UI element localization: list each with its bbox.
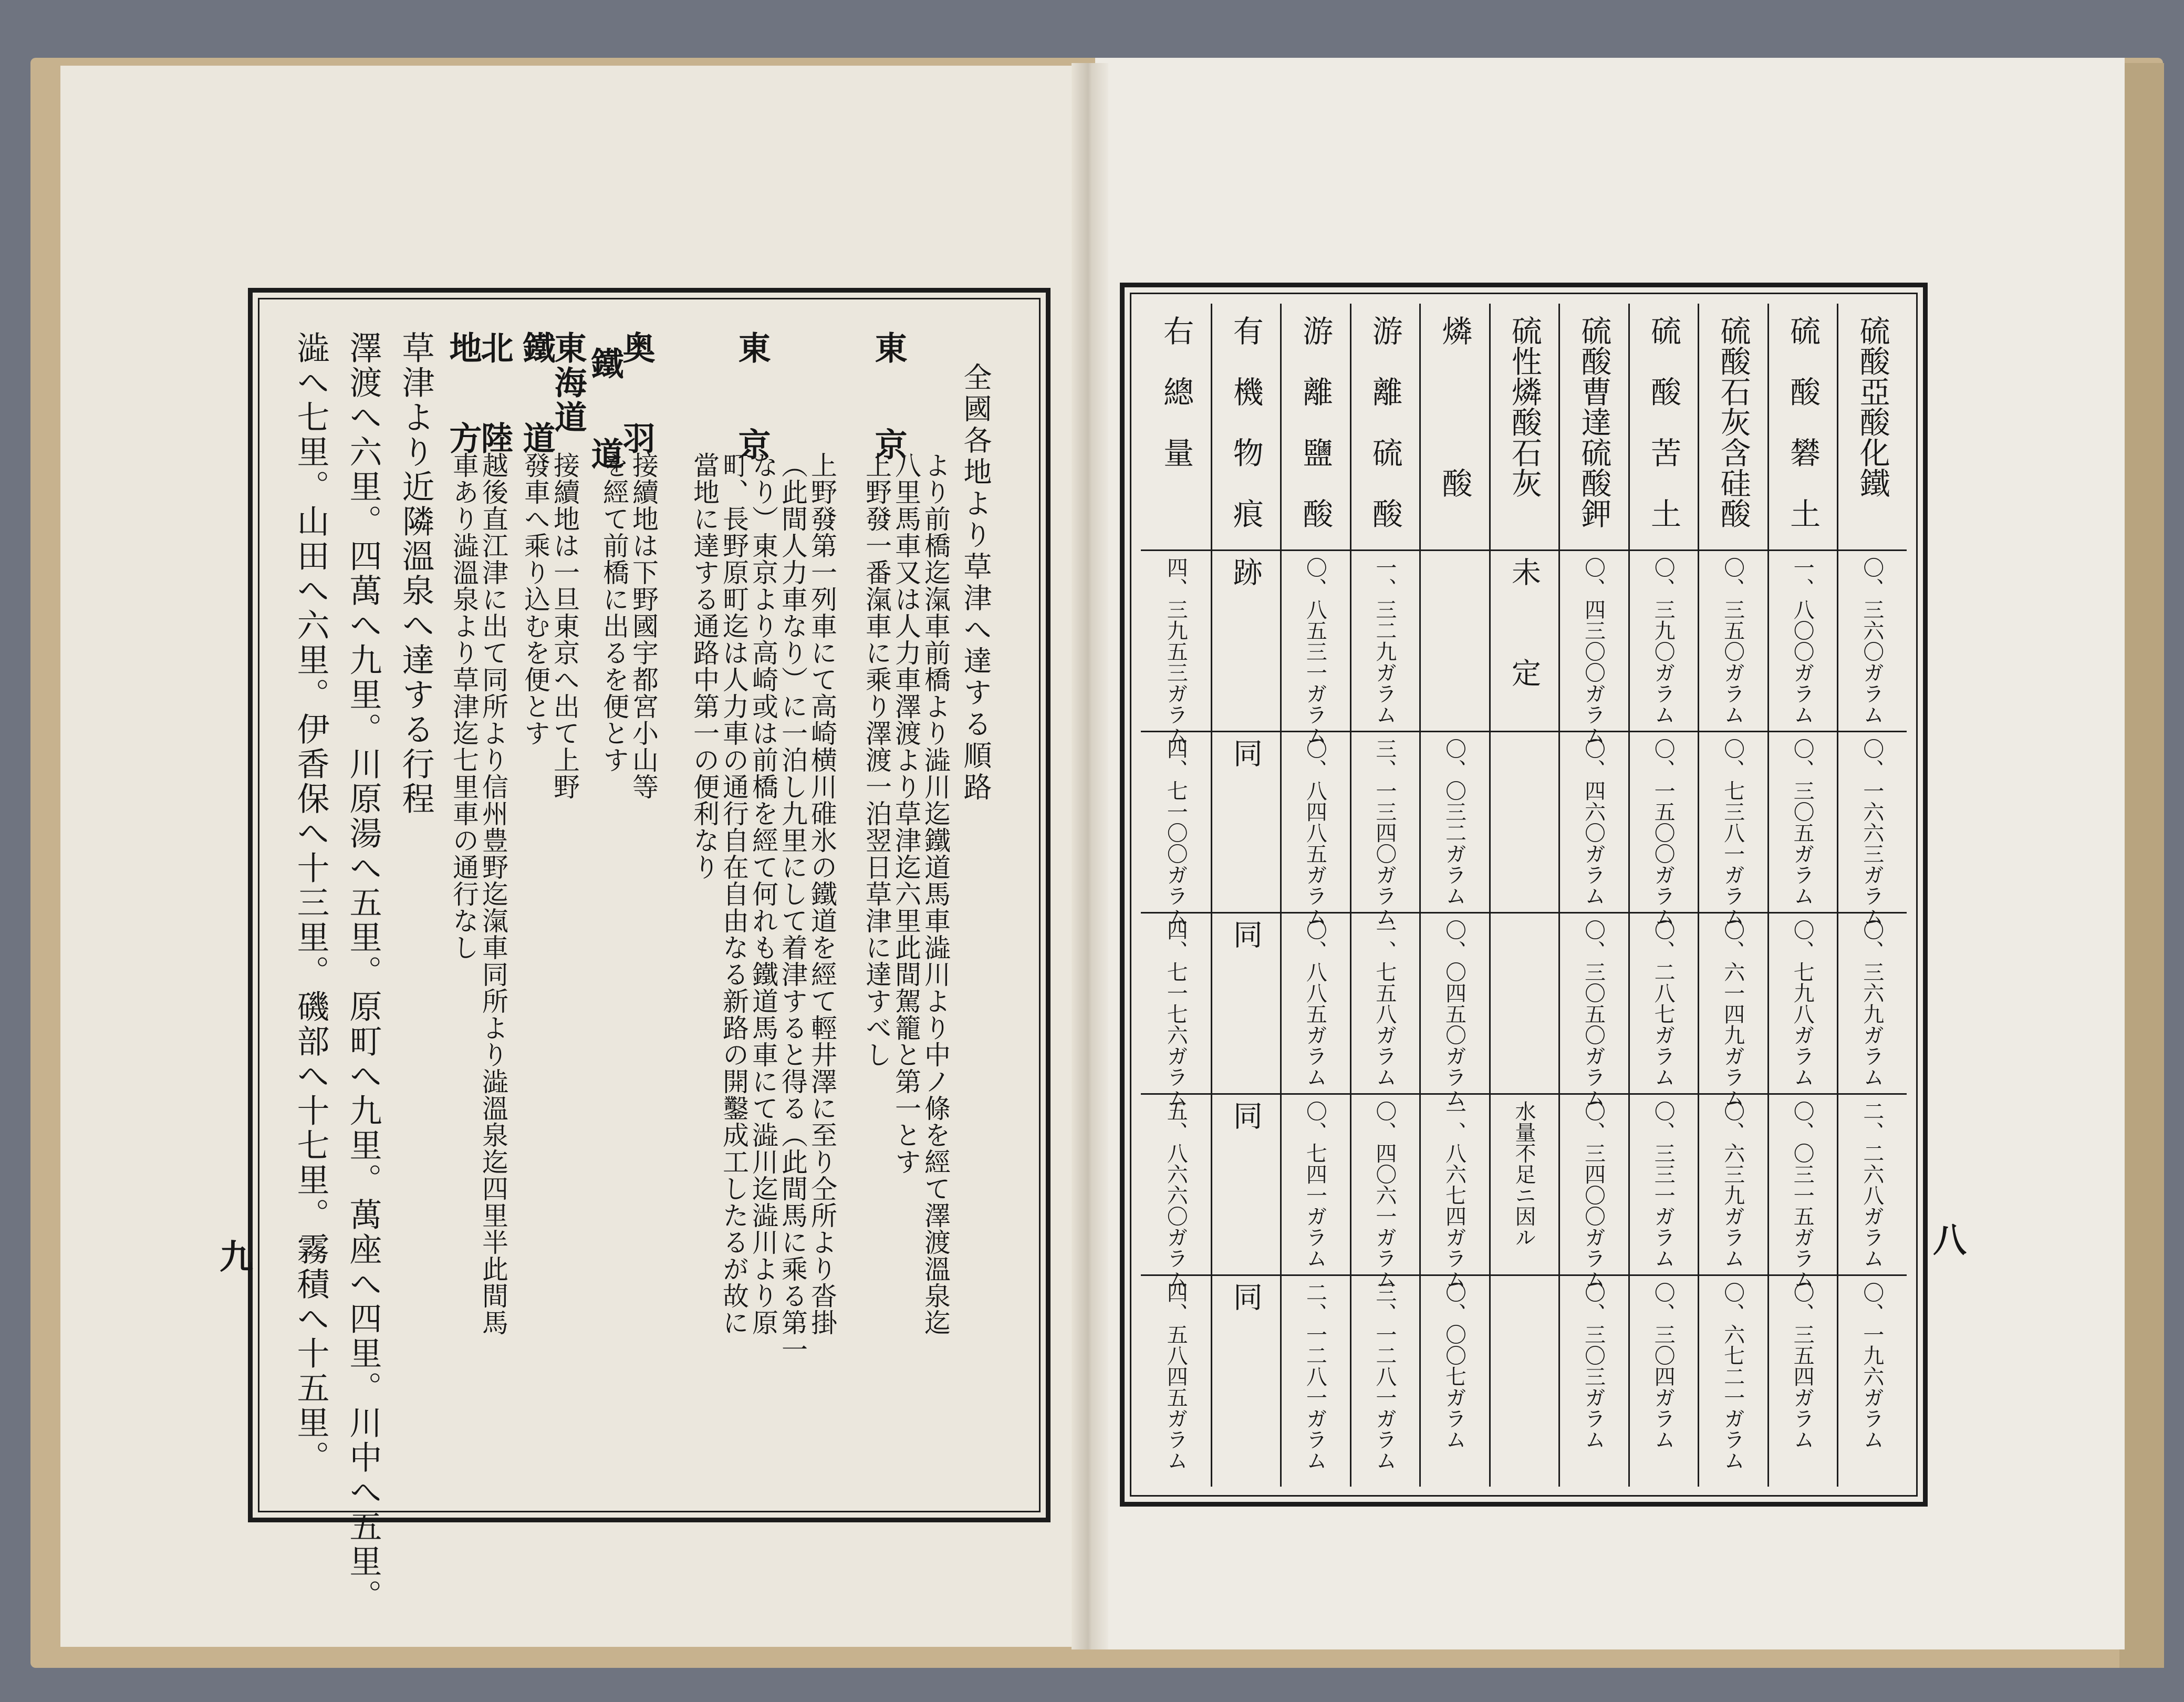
table-cell: 〇、七三八一ガラム: [1720, 738, 1745, 927]
table-column-rule: [1419, 304, 1421, 1487]
table-cell: 〇、〇〇七ガラム: [1442, 1282, 1467, 1450]
table-cell: 〇、三〇三ガラム: [1581, 1282, 1606, 1450]
table-row-header: 硫 酸 苦 土: [1645, 315, 1681, 528]
table-cell: 〇、三三一ガラム: [1651, 1101, 1676, 1269]
table-band-rule: [1141, 549, 1907, 551]
route-line: 上野發第一列車にて高崎横川碓氷の鐵道を經て輕井澤に至り仝所より沓掛: [807, 452, 837, 1336]
table-row-header: 游 離 硫 酸: [1367, 315, 1403, 528]
book-cover-edge: [2119, 63, 2164, 1668]
table-cell: 〇、一五〇〇ガラム: [1651, 738, 1676, 927]
table-cell: 〇、六一四九ガラム: [1720, 919, 1745, 1108]
route-sublabel: 鐵 道: [517, 331, 556, 466]
table-cell: 〇、三〇五ガラム: [1790, 738, 1815, 906]
table-column-rule: [1489, 304, 1491, 1487]
table-row-header: 燐 酸: [1437, 315, 1473, 498]
folio-right: 八: [1933, 1221, 1967, 1260]
table-band-rule: [1141, 731, 1907, 732]
book-gutter: [1072, 63, 1108, 1649]
route-line: 上野發一番滊車に乘り澤渡一泊翌日草津に達すべし: [861, 452, 892, 1068]
route-label-tokaido: 東海道: [549, 331, 587, 435]
table-column-rule: [1767, 304, 1769, 1487]
table-row-header: 硫酸亞酸化鐵: [1854, 315, 1890, 498]
table-cell: 〇、六七二一ガラム: [1720, 1282, 1745, 1471]
table-cell: 〇、三〇四ガラム: [1651, 1282, 1676, 1450]
route-line: 車あり澁溫泉より草津迄七里車の通行なし: [449, 452, 479, 961]
table-cell: 〇、三五四ガラム: [1790, 1282, 1815, 1450]
table-column-rule: [1558, 304, 1560, 1487]
table-cell: 四、七一〇〇ガラム: [1163, 738, 1188, 927]
table-cell: 〇、六三九ガラム: [1720, 1101, 1745, 1269]
route-line: 接續地は一旦東京へ出て上野: [549, 452, 580, 800]
route-label-tokyo-1: 東 京: [869, 331, 908, 476]
route-sublabel: 鐵 道: [586, 347, 624, 482]
table-cell: 〇、三四〇〇ガラム: [1581, 1101, 1606, 1290]
table-cell: 同: [1228, 1282, 1263, 1332]
table-cell: 〇、三六〇ガラム: [1859, 557, 1884, 725]
route-line: 町、長野原町迄は人力車の通行自在自由なる新路の開鑿成工したるが故に: [719, 452, 749, 1336]
table-row-header: 有 機 物 痕: [1228, 315, 1264, 528]
table-cell: 二、一二八一ガラム: [1303, 1282, 1327, 1471]
table-column-rule: [1280, 304, 1282, 1487]
table-row-header: 硫性燐酸石灰: [1506, 315, 1542, 498]
table-row-header: 硫 酸 礬 土: [1785, 315, 1821, 528]
table-cell: 〇、三五〇ガラム: [1720, 557, 1745, 725]
table-cell: 〇、一六六三ガラム: [1859, 738, 1884, 927]
table-cell: 三、一三四〇ガラム: [1372, 738, 1397, 927]
route-line: 發車へ乘り込むを便とす: [520, 452, 550, 746]
route-line: 八里馬車又は人力車澤渡より草津迄六里此間駕籠と第一とす: [891, 452, 921, 1175]
table-cell: 四、七一七六ガラム: [1163, 919, 1188, 1108]
route-label-tokyo-2: 東 京: [733, 331, 771, 476]
distances-heading: 草津より近隣溫泉へ達する行程: [397, 331, 435, 816]
table-cell: 同: [1228, 1101, 1263, 1151]
table-cell: 四、三九五三ガラム: [1163, 557, 1188, 746]
table-band-rule: [1141, 912, 1907, 914]
table-cell: 三、一二八一ガラム: [1372, 1282, 1397, 1471]
table-cell: 〇、〇三二ガラム: [1442, 738, 1467, 906]
table-cell: 同: [1228, 738, 1263, 788]
table-row-header: 右 總 量: [1158, 315, 1194, 468]
table-column-rule: [1628, 304, 1630, 1487]
table-cell: 一、七五八ガラム: [1372, 919, 1397, 1087]
table-cell: 〇、八五三一ガラム: [1303, 557, 1327, 746]
table-cell: 〇、八八五ガラム: [1303, 919, 1327, 1087]
route-label-ou: 奥 羽: [617, 331, 656, 466]
table-cell: 〇、〇三一五ガラム: [1790, 1101, 1815, 1290]
mineral-analysis-table: [1141, 304, 1907, 1487]
table-cell: 未 定: [1507, 557, 1541, 708]
table-row-header: 游 離 鹽 酸: [1297, 315, 1334, 528]
route-line: （此間人力車なり）に一泊し九里にして着津すると得る（此間馬に乘る第一: [777, 452, 808, 1363]
table-cell: 〇、三六九ガラム: [1859, 919, 1884, 1087]
folio-left: 九: [220, 1238, 253, 1277]
table-column-rule: [1698, 304, 1699, 1487]
route-line: なり）東京より高崎或は前橋を經て何れも鐵道馬車にて澁川迄澁川より原: [748, 452, 778, 1336]
table-cell: 〇、四三〇〇ガラム: [1581, 557, 1606, 746]
table-cell: 〇、七九八ガラム: [1790, 919, 1815, 1087]
table-cell: 一、八〇〇ガラム: [1790, 557, 1815, 725]
route-line: より前橋迄滊車前橋より澁川迄鐵道馬車澁川より中ノ條を經て澤渡溫泉迄: [920, 452, 951, 1336]
table-cell: 〇、三〇五〇ガラム: [1581, 919, 1606, 1108]
distances-line: 澤渡へ六里。四萬へ九里。川原湯へ五里。原町へ九里。萬座へ四里。川中へ五里。: [344, 331, 382, 1614]
table-cell: 〇、四六〇ガラム: [1581, 738, 1606, 906]
table-cell: 〇、三九〇ガラム: [1651, 557, 1676, 725]
table-column-rule: [1350, 304, 1351, 1487]
table-cell: 水量不足ニ因ル: [1512, 1101, 1536, 1248]
route-title: 全國各地より草津へ達する順路: [959, 362, 992, 804]
route-line: 當地に達する通路中第一の便利なり: [689, 452, 720, 880]
table-row-header: 硫酸曹達硫酸鉀: [1576, 315, 1612, 528]
route-line: 越後直江津に出て同所より信州豊野迄滊車同所より澁溫泉迄四里半此間馬: [478, 452, 508, 1336]
table-cell: 一、三二九ガラム: [1372, 557, 1397, 725]
route-line: 接續地は下野國宇都宮小山等: [628, 452, 659, 800]
distances-line: 澁へ七里。山田へ六里。伊香保へ十三里。磯部へ十七里。霧積へ十五里。: [292, 331, 330, 1475]
table-cell: 〇、四〇六一ガラム: [1372, 1101, 1397, 1290]
route-line: を經て前橋に出るを便とす: [599, 452, 629, 773]
table-cell: 二、二六八ガラム: [1859, 1101, 1884, 1269]
table-cell: 同: [1228, 919, 1263, 970]
table-cell: 〇、七四一ガラム: [1303, 1101, 1327, 1269]
table-cell: 一、八六七四ガラム: [1442, 1101, 1467, 1290]
table-band-rule: [1141, 1093, 1907, 1095]
table-cell: 〇、八四八五ガラム: [1303, 738, 1327, 927]
table-cell: 跡: [1228, 557, 1263, 607]
table-cell: 四、五八四五ガラム: [1163, 1282, 1188, 1471]
table-column-rule: [1211, 304, 1212, 1487]
route-label-hokuriku: 北 陸: [475, 331, 514, 466]
table-cell: 〇、二八七ガラム: [1651, 919, 1676, 1087]
route-sublabel: 地 方: [444, 331, 482, 466]
table-cell: 〇、〇四五〇ガラム: [1442, 919, 1467, 1108]
table-cell: 五、八六六〇ガラム: [1163, 1101, 1188, 1290]
table-cell: 〇、一九六ガラム: [1859, 1282, 1884, 1450]
table-row-header: 硫酸石灰含硅酸: [1715, 315, 1751, 528]
table-column-rule: [1837, 304, 1838, 1487]
